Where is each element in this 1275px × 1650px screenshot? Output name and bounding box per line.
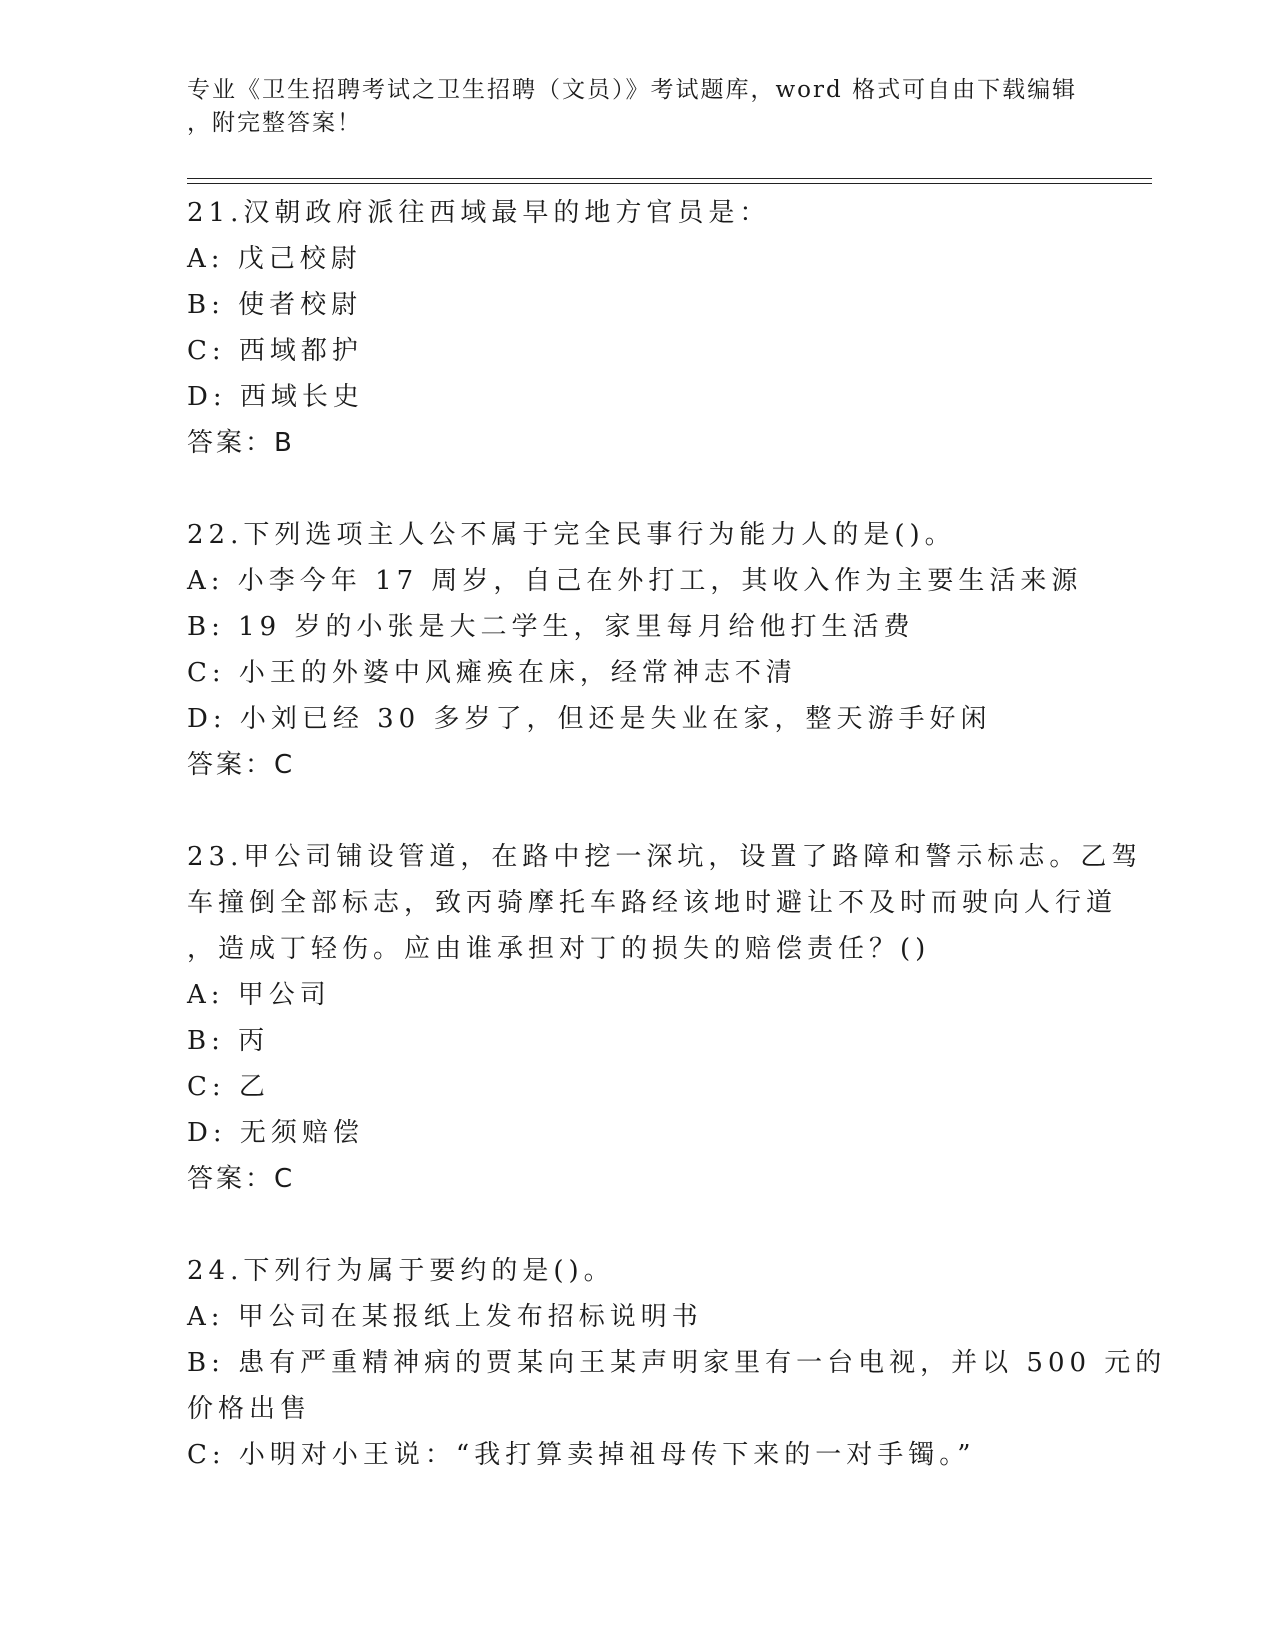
option-d: D: 西域长史 <box>187 382 364 412</box>
option-a: A: 戊己校尉 <box>187 244 362 274</box>
question-stem-line: 车撞倒全部标志，致丙骑摩托车路经该地时避让不及时而驶向人行道 <box>187 888 1118 918</box>
option-d: D: 无须赔偿 <box>187 1118 364 1148</box>
question-22 <box>187 512 1087 788</box>
question-23 <box>187 834 1143 1202</box>
option-b-continued: 价格出售 <box>187 1394 312 1424</box>
question-list <box>187 190 1167 1524</box>
question-stem-line: 21.汉朝政府派往西域最早的地方官员是： <box>187 198 771 228</box>
header-divider-top <box>187 178 1152 179</box>
option-b: B: 患有严重精神病的贾某向王某声明家里有一台电视，并以 500 元的 <box>187 1348 1167 1378</box>
answer-line: 答案：C <box>187 1164 296 1194</box>
option-d: D: 小刘已经 30 多岁了，但还是失业在家，整天游手好闲 <box>187 704 992 734</box>
header-line-1: 专业《卫生招聘考试之卫生招聘（文员）》考试题库，word 格式可自由下载编辑 <box>187 77 1078 103</box>
answer-line: 答案：C <box>187 750 296 780</box>
question-21 <box>187 190 1087 466</box>
document-header <box>187 74 1087 140</box>
question-stem-line: 24.下列行为属于要约的是()。 <box>187 1256 615 1286</box>
option-a: A: 小李今年 17 周岁，自己在外打工，其收入作为主要生活来源 <box>187 566 1083 596</box>
option-c: C: 小王的外婆中风瘫痪在床，经常神志不清 <box>187 658 797 688</box>
question-24 <box>187 1248 1167 1478</box>
option-a: A: 甲公司在某报纸上发布招标说明书 <box>187 1302 703 1332</box>
question-stem-line: ，造成丁轻伤。应由谁承担对丁的损失的赔偿责任？() <box>187 934 931 964</box>
header-line-2: ，附完整答案！ <box>187 110 362 136</box>
option-b: B: 使者校尉 <box>187 290 363 320</box>
option-c: C: 西域都护 <box>187 336 363 366</box>
question-stem-line: 22.下列选项主人公不属于完全民事行为能力人的是()。 <box>187 520 956 550</box>
option-c: C: 乙 <box>187 1072 270 1102</box>
option-a: A: 甲公司 <box>187 980 331 1010</box>
option-b: B: 丙 <box>187 1026 270 1056</box>
answer-line: 答案：B <box>187 428 295 458</box>
option-c: C: 小明对小王说：“我打算卖掉祖母传下来的一对手镯。” <box>187 1440 976 1470</box>
header-divider-bottom <box>187 183 1152 184</box>
option-b: B: 19 岁的小张是大二学生，家里每月给他打生活费 <box>187 612 915 642</box>
question-stem-line: 23.甲公司铺设管道，在路中挖一深坑，设置了路障和警示标志。乙驾 <box>187 842 1143 872</box>
